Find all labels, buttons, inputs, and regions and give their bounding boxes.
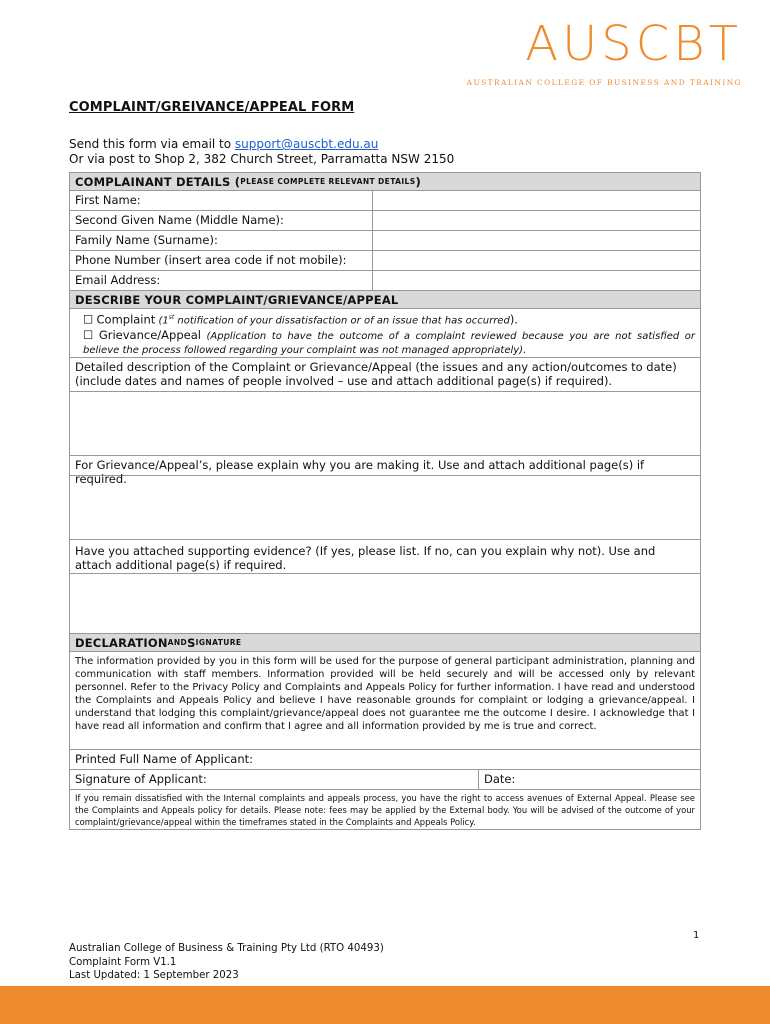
complainant-header-note: PLEASE COMPLETE RELEVANT DETAILS [240, 177, 416, 186]
grievance-reason-input[interactable] [70, 476, 700, 540]
external-appeal-row [70, 790, 700, 829]
footer-company: Australian College of Business & Training Pty Ltd (RTO 40493) [69, 943, 384, 954]
detailed-description-input[interactable] [70, 392, 700, 456]
complaint-option-label: Complaint [96, 312, 156, 327]
printed-name-label: Printed Full Name of Applicant: [75, 752, 254, 766]
logo-wordmark: AUSCBT [525, 16, 742, 72]
grievance-option-label: Grievance/Appeal [98, 328, 201, 343]
complainant-header-text: COMPLAINANT DETAILS ( [75, 175, 241, 189]
intro-text [69, 137, 454, 167]
describe-header: DESCRIBE YOUR COMPLAINT/GRIEVANCE/APPEAL [70, 291, 700, 309]
question-grievance-reason [70, 456, 700, 486]
question-detailed-description [70, 358, 700, 392]
email-input[interactable] [373, 271, 700, 290]
logo-tagline: AUSTRALIAN COLLEGE OF BUSINESS AND TRAINING [466, 78, 742, 87]
email-instruction [69, 137, 454, 152]
complaint-type-options [70, 309, 700, 358]
grievance-reason-label: For Grievance/Appeal’s, please explain why you are making it. Use and attach additional page(s) if required. [75, 458, 645, 486]
auscbt-logo [442, 16, 742, 88]
signature-row [70, 770, 700, 790]
complaint-option-note-sup: st [168, 314, 175, 321]
footer-accent-bar [0, 986, 770, 1024]
complaint-option-end: ). [509, 312, 518, 327]
page-number: 1 [693, 930, 700, 941]
complaint-option-note-a: (1 [158, 315, 169, 327]
question-supporting-evidence [70, 540, 700, 574]
complainant-details-header [70, 173, 700, 191]
post-instruction: Or via post to Shop 2, 382 Church Street, Parramatta NSW 2150 [69, 152, 455, 166]
declaration-header [70, 634, 700, 652]
complaint-option-note-b: notification of your dissatisfaction or of an issue that has occurred [174, 315, 510, 327]
document-footer [69, 942, 384, 983]
first-name-input[interactable] [373, 191, 700, 210]
detailed-description-label: Detailed description of the Complaint or Grievance/Appeal (the issues and any action/outcomes to date) (include dates and names of people involved – use and attach additional page(s) if required). [75, 360, 677, 388]
footer-form-version: Complaint Form V1.1 [69, 956, 177, 968]
field-row-email [70, 271, 700, 291]
option-complaint [75, 311, 695, 328]
complaint-form-table [69, 172, 701, 830]
grievance-option-note: (Application to have the outcome of a complaint reviewed because you are not satisfied or believe the process followed regarding your complaint was not managed appropriately). [83, 331, 696, 357]
printed-name-row [70, 750, 700, 770]
supporting-evidence-label: Have you attached supporting evidence? (If yes, please list. If no, can you explain why not). Use and attach additional page(s) if required. [75, 544, 656, 572]
field-row-middle-name [70, 211, 700, 231]
email-instruction-text: Send this form via email to [69, 137, 235, 151]
page-title: COMPLAINT/GREIVANCE/APPEAL FORM [69, 100, 355, 115]
field-row-first-name [70, 191, 700, 211]
family-name-label: Family Name (Surname): [70, 231, 373, 250]
field-row-family-name [70, 231, 700, 251]
complaint-type-options-cell [70, 309, 700, 357]
first-name-label: First Name: [70, 191, 373, 210]
declaration-text: The information provided by you in this form will be used for the purpose of general participant administration, planning and communication with staff members. Information provided will be held securely and will be accessed only by relevant personnel. Refer to the Privacy Policy and Complaints and Appeals Policy for further information. I have read and understood the Complaints and Appeals Policy and believe I have reasonable grounds for complaint or lodging a grievance/appeal. I understand that lodging this complaint/grievance/appeal does not guarantee me the outcome I desire. I acknowledge that I have read all information and confirm that I agree and all information provided by me is true and correct. [75, 656, 695, 732]
declaration-text-row [70, 652, 700, 750]
middle-name-input[interactable] [373, 211, 700, 230]
email-label: Email Address: [70, 271, 373, 290]
grievance-checkbox[interactable]: ☐ [83, 328, 94, 343]
middle-name-label: Second Given Name (Middle Name): [70, 211, 373, 230]
complaint-checkbox[interactable]: ☐ [83, 312, 94, 327]
phone-input[interactable] [373, 251, 700, 270]
phone-label: Phone Number (insert area code if not mobile): [70, 251, 373, 270]
external-appeal-note: If you remain dissatisfied with the Internal complaints and appeals process, you have the right to access avenues of External Appeal. Please see the Complaints and Appeals policy for details. Please note: fees may be applied by the External body. You will be advised of the outcome of your complaint/grievance/appeal within the timeframes stated in the Complaints and Appeals Policy. [75, 793, 695, 827]
option-grievance-appeal [75, 328, 695, 358]
complainant-header-close: ) [415, 175, 421, 189]
declaration-header-c: IGNATURE [195, 638, 242, 647]
supporting-evidence-input[interactable] [70, 574, 700, 634]
declaration-header-a: DECLARATION [75, 636, 168, 650]
family-name-input[interactable] [373, 231, 700, 250]
support-email-link[interactable]: support@auscbt.edu.au [234, 137, 379, 151]
date-label[interactable]: Date: [484, 772, 516, 786]
declaration-header-and: AND [167, 638, 188, 647]
field-row-phone [70, 251, 700, 271]
footer-last-updated: Last Updated: 1 September 2023 [69, 970, 239, 981]
declaration-header-b: S [187, 636, 196, 650]
signature-label[interactable]: Signature of Applicant: [70, 770, 479, 789]
